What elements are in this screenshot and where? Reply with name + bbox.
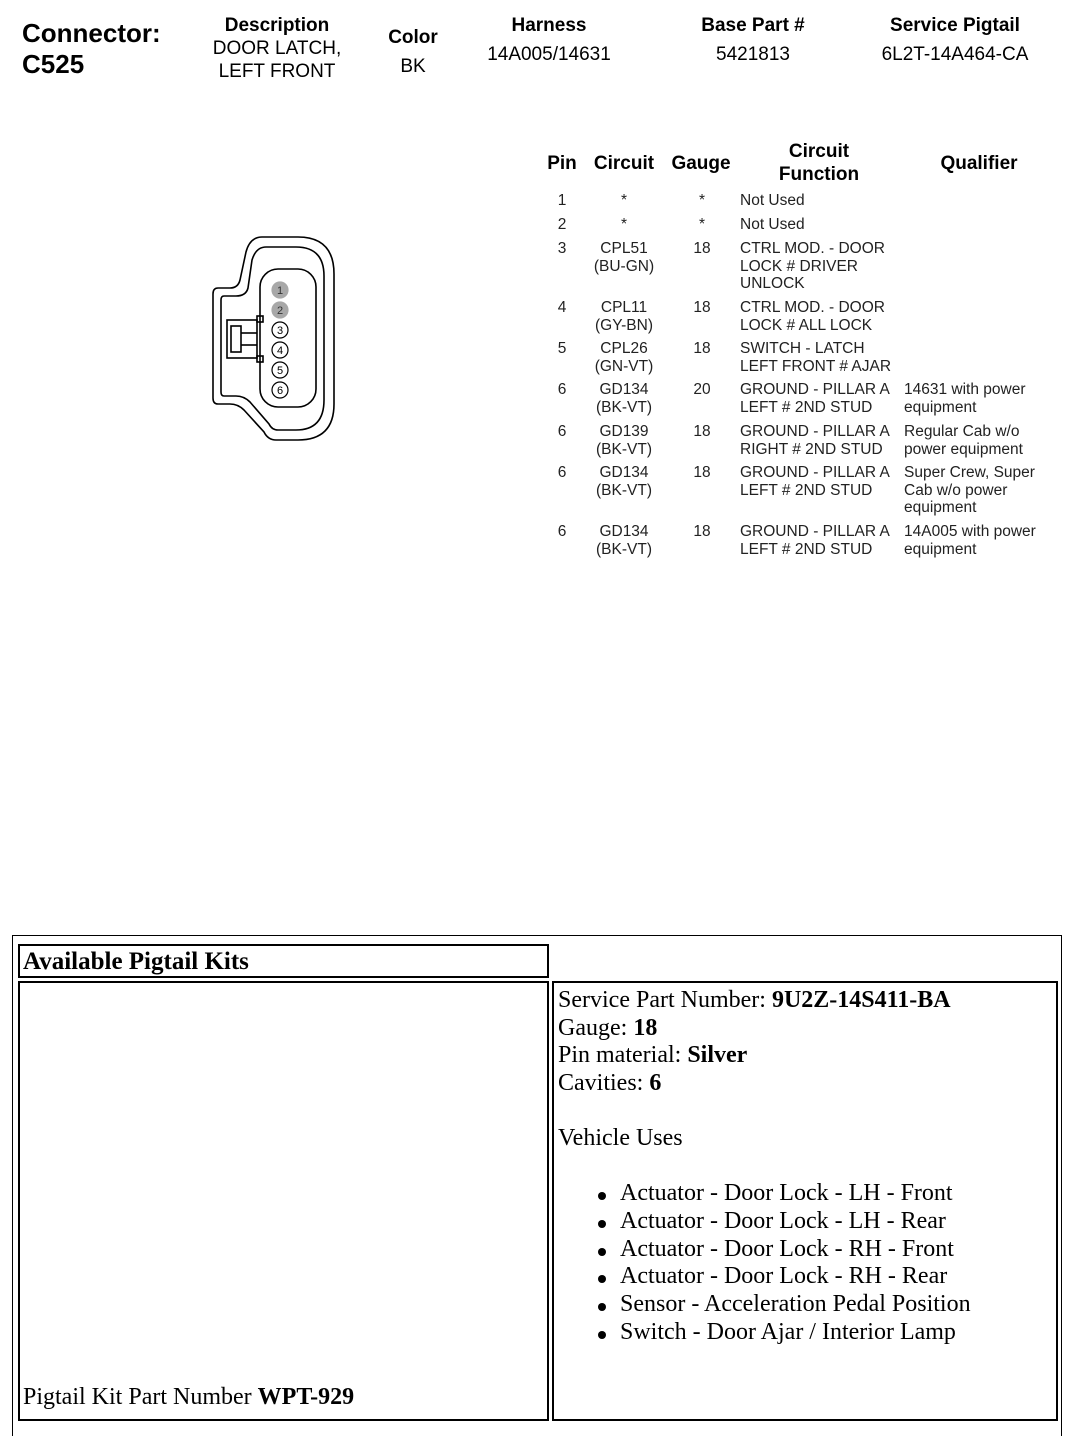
gauge-cell: 18: [693, 423, 711, 440]
description-line-2: LEFT FRONT: [218, 61, 336, 82]
connector-title: [22, 18, 161, 80]
base-part-column: [670, 14, 836, 66]
qualifier-cell: [904, 523, 1054, 558]
function-cell-line: Not Used: [740, 216, 805, 233]
connector-inner-outline: [221, 247, 324, 430]
bullet-icon: [598, 1331, 606, 1339]
cavity-label-1: 1: [276, 285, 284, 297]
bullet-icon: [598, 1248, 606, 1256]
circuit-cell-line: GD134: [599, 381, 649, 398]
pigtail-specs: [558, 987, 1054, 1347]
pin-cell: 1: [557, 192, 567, 209]
gauge-cell: 18: [693, 464, 711, 481]
description-column: [196, 14, 358, 83]
function-cell: [740, 216, 900, 234]
pigtail-details-cell: [552, 981, 1058, 1421]
list-item: [594, 1236, 1054, 1264]
gauge-cell: *: [698, 192, 706, 209]
pin-header: Pin: [547, 153, 577, 174]
harness-column: [466, 14, 632, 66]
qualifier-cell: [904, 423, 1054, 458]
color-column: [372, 26, 454, 78]
gauge-cell: *: [698, 216, 706, 233]
circuit-cell-line: GD134: [599, 464, 649, 481]
gauge-header: Gauge: [671, 153, 731, 174]
circuit-cell-line: CPL11: [600, 299, 648, 316]
pigtail-header-spacer: [552, 944, 1058, 978]
circuit-cell: [584, 240, 664, 275]
service-pigtail-column: [862, 14, 1048, 66]
bullet-icon: [598, 1275, 606, 1283]
cavity-label-3: 3: [276, 325, 284, 337]
function-cell-line: SWITCH - LATCH: [740, 340, 865, 357]
function-cell: [740, 299, 900, 334]
function-cell-line: LOCK # DRIVER: [740, 257, 859, 275]
bullet-icon: [598, 1220, 606, 1228]
circuit-cell-line: GD134: [599, 523, 649, 540]
cavity-label-6: 6: [276, 385, 284, 397]
qualifier-cell-line: Regular Cab w/o: [904, 423, 1020, 440]
circuit-function-header-line-2: Function: [778, 164, 860, 185]
pigtail-header-cell: [18, 944, 549, 978]
circuit-cell: [584, 340, 664, 375]
cavity-label-5: 5: [276, 365, 284, 377]
circuit-cell-line: *: [620, 216, 628, 233]
service-pigtail-value: 6L2T-14A464-CA: [881, 44, 1029, 65]
qualifier-cell-line: equipment: [904, 499, 977, 516]
circuit-cell-line: (GN-VT): [594, 357, 654, 375]
list-item: [594, 1263, 1054, 1291]
circuit-cell: [584, 192, 664, 210]
vehicle-uses-list: [558, 1180, 1054, 1347]
bullet-icon: [598, 1192, 606, 1200]
color-value: BK: [400, 56, 426, 77]
circuit-cell-line: *: [620, 192, 628, 209]
function-cell: [740, 464, 900, 499]
qualifier-cell-line: 14631 with power: [904, 381, 1026, 398]
pin-cell: 6: [557, 381, 567, 398]
pigtail-title: Available Pigtail Kits: [23, 948, 249, 975]
harness-label: Harness: [511, 15, 587, 36]
pigtail-kit-part-number: [23, 1383, 354, 1411]
circuit-cell: [584, 216, 664, 234]
function-cell: [740, 240, 900, 293]
circuit-cell-line: (BK-VT): [596, 481, 652, 499]
kit-part-label: Pigtail Kit Part Number: [23, 1384, 258, 1410]
circuit-cell-line: CPL26: [600, 340, 648, 357]
pin-cell: 6: [557, 464, 567, 481]
function-cell: [740, 523, 900, 558]
function-cell-line: LEFT FRONT # AJAR: [740, 357, 892, 375]
function-cell-line: GROUND - PILLAR A: [740, 523, 890, 540]
function-cell: [740, 381, 900, 416]
base-part-label: Base Part #: [701, 15, 805, 36]
vehicle-use-text: Sensor - Acceleration Pedal Position: [620, 1291, 971, 1318]
pin-cell: 5: [557, 340, 567, 357]
function-cell-line: LEFT # 2ND STUD: [740, 481, 873, 499]
function-cell: [740, 340, 900, 375]
qualifier-cell: [904, 381, 1054, 416]
connector-face-diagram: [206, 234, 340, 444]
vehicle-use-text: Switch - Door Ajar / Interior Lamp: [620, 1318, 956, 1345]
circuit-cell: [584, 299, 664, 334]
qualifier-header: Qualifier: [940, 153, 1018, 174]
qualifier-cell: [904, 464, 1054, 517]
gauge-value: 18: [633, 1014, 658, 1041]
function-cell-line: LEFT # 2ND STUD: [740, 540, 873, 558]
vehicle-use-text: Actuator - Door Lock - LH - Rear: [620, 1207, 946, 1234]
service-pigtail-label: Service Pigtail: [890, 15, 1020, 36]
vehicle-use-text: Actuator - Door Lock - RH - Rear: [620, 1263, 948, 1290]
qualifier-cell-line: power equipment: [904, 440, 1023, 458]
connector-label: Connector:: [22, 18, 161, 48]
color-label: Color: [388, 27, 438, 48]
function-cell: [740, 423, 900, 458]
pin-cell: 4: [557, 299, 567, 316]
pin-cell: 3: [557, 240, 567, 257]
circuit-cell-line: (BU-GN): [593, 257, 655, 275]
list-item: [594, 1291, 1054, 1319]
circuit-header: Circuit: [593, 153, 655, 174]
function-cell-line: GROUND - PILLAR A: [740, 423, 890, 440]
gauge-cell: 18: [693, 240, 711, 257]
vehicle-use-text: Actuator - Door Lock - LH - Front: [620, 1180, 953, 1206]
function-cell-line: UNLOCK: [740, 275, 805, 292]
gauge-label: Gauge:: [558, 1014, 634, 1041]
qualifier-cell-line: Super Crew, Super: [904, 464, 1035, 481]
pin-cell: 2: [557, 216, 567, 233]
cavities-value: 6: [649, 1069, 662, 1096]
qualifier-cell-line: equipment: [904, 398, 977, 416]
function-cell-line: LEFT # 2ND STUD: [740, 398, 873, 416]
gauge-cell: 18: [693, 523, 711, 540]
description-line-1: DOOR LATCH,: [212, 38, 342, 59]
function-cell: [740, 192, 900, 210]
pin-cell: 6: [557, 523, 567, 540]
cavity-group: [272, 282, 288, 398]
circuit-cell-line: (BK-VT): [596, 440, 652, 458]
list-item: [594, 1208, 1054, 1236]
circuit-cell-line: GD139: [599, 423, 649, 440]
function-cell-line: GROUND - PILLAR A: [740, 381, 890, 398]
circuit-cell: [584, 381, 664, 416]
circuit-cell-line: (GY-BN): [595, 316, 653, 334]
circuit-cell: [584, 523, 664, 558]
pin-cell: 6: [557, 423, 567, 440]
circuit-cell-line: CPL51: [600, 240, 648, 257]
function-cell-line: GROUND - PILLAR A: [740, 464, 890, 481]
function-cell-line: CTRL MOD. - DOOR: [740, 299, 885, 316]
harness-value: 14A005/14631: [487, 44, 611, 65]
qualifier-cell-line: 14A005 with power: [904, 523, 1036, 540]
circuit-function-header-line-1: Circuit: [788, 141, 850, 162]
circuit-function-header: [744, 140, 894, 186]
cavities-line: [558, 1070, 1054, 1098]
circuit-cell: [584, 464, 664, 499]
pin-material-value: Silver: [687, 1042, 748, 1068]
gauge-cell: 18: [693, 299, 711, 316]
function-cell-line: LOCK # ALL LOCK: [740, 316, 873, 334]
cavities-label: Cavities:: [558, 1069, 650, 1096]
circuit-cell-line: (BK-VT): [596, 398, 652, 416]
gauge-cell: 18: [693, 340, 711, 357]
pigtail-image-cell: [18, 981, 549, 1421]
vehicle-uses-label: Vehicle Uses: [558, 1124, 683, 1151]
function-cell-line: Not Used: [740, 192, 805, 209]
pin-material-label: Pin material:: [558, 1042, 688, 1068]
cavity-label-2: 2: [276, 305, 284, 317]
service-part-label: Service Part Number:: [558, 987, 772, 1013]
function-cell-line: CTRL MOD. - DOOR: [740, 240, 885, 257]
service-part-value: 9U2Z-14S411-BA: [771, 987, 951, 1013]
circuit-cell: [584, 423, 664, 458]
base-part-value: 5421813: [716, 44, 790, 65]
qualifier-cell-line: equipment: [904, 540, 977, 558]
circuit-cell-line: (BK-VT): [596, 540, 652, 558]
service-part-number-line: [558, 987, 1054, 1015]
bullet-icon: [598, 1303, 606, 1311]
list-item: [594, 1180, 1054, 1208]
vehicle-use-text: Actuator - Door Lock - RH - Front: [620, 1235, 954, 1262]
description-label: Description: [224, 15, 330, 36]
gauge-cell: 20: [693, 381, 711, 398]
cavity-label-4: 4: [276, 345, 284, 357]
gauge-line: [558, 1015, 1054, 1043]
kit-part-value: WPT-929: [257, 1384, 355, 1410]
pin-material-line: [558, 1042, 1054, 1070]
qualifier-cell-line: Cab w/o power: [904, 481, 1008, 499]
list-item: [594, 1319, 1054, 1347]
function-cell-line: RIGHT # 2ND STUD: [740, 440, 883, 458]
connector-id: C525: [22, 49, 85, 79]
